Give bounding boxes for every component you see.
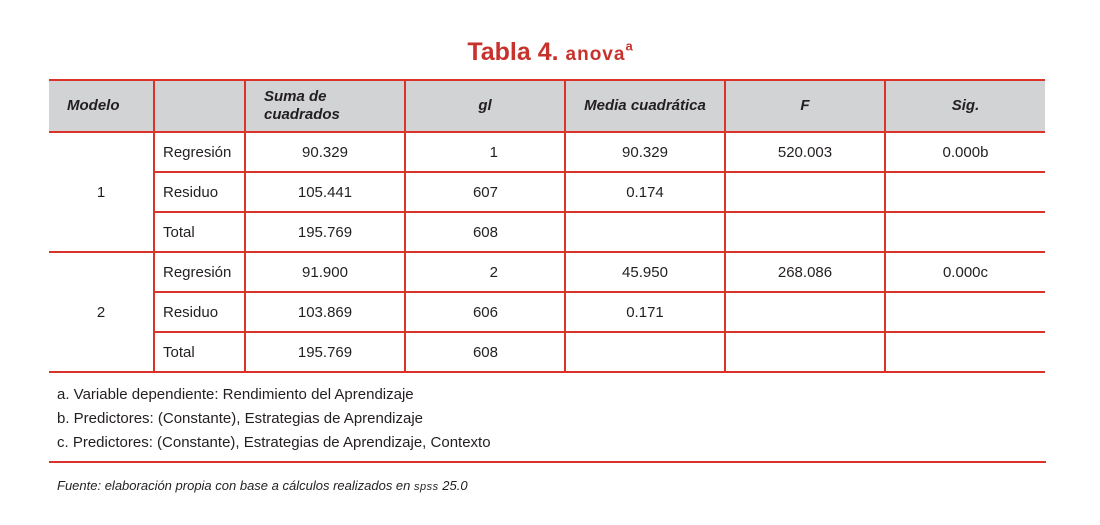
cell-ss: 105.441 [245, 172, 405, 212]
title-acronym: anova [565, 44, 626, 65]
cell-ms: 90.329 [565, 132, 725, 172]
table-row [49, 212, 1045, 252]
cell-f [725, 292, 885, 332]
cell-f [725, 332, 885, 372]
table-row [49, 172, 1045, 212]
cell-sig [885, 172, 1045, 212]
table-notes [57, 383, 491, 455]
cell-sig: 0.000c [885, 252, 1045, 292]
cell-ms [565, 212, 725, 252]
header-modelo: Modelo [49, 80, 154, 132]
cell-ss: 91.900 [245, 252, 405, 292]
cell-ss: 195.769 [245, 212, 405, 252]
cell-gl: 1 [405, 132, 565, 172]
row-label: Regresión [154, 252, 245, 292]
table-row [49, 132, 1045, 172]
source-acronym: spss [414, 481, 439, 493]
header-media-cuadratica: Media cuadrática [565, 80, 725, 132]
cell-ss: 90.329 [245, 132, 405, 172]
cell-f [725, 212, 885, 252]
table-row [49, 292, 1045, 332]
row-label: Total [154, 212, 245, 252]
cell-ms: 0.174 [565, 172, 725, 212]
cell-gl: 608 [405, 212, 565, 252]
cell-f: 520.003 [725, 132, 885, 172]
cell-ms: 0.171 [565, 292, 725, 332]
cell-ms [565, 332, 725, 372]
note-c: c. Predictores: (Constante), Estrategias de Aprendizaje, Contexto [57, 434, 491, 451]
source-version: 25.0 [438, 478, 468, 493]
source-note: Fuente: elaboración propia con base a cálculos realizados en spss 25.0 [57, 478, 468, 493]
table-row [49, 252, 1045, 292]
anova-table [49, 79, 1045, 373]
table-row [49, 332, 1045, 372]
cell-ss: 103.869 [245, 292, 405, 332]
cell-gl: 607 [405, 172, 565, 212]
cell-ms: 45.950 [565, 252, 725, 292]
row-label: Residuo [154, 292, 245, 332]
cell-gl: 2 [405, 252, 565, 292]
cell-sig [885, 332, 1045, 372]
header-sig: Sig. [885, 80, 1045, 132]
note-b: b. Predictores: (Constante), Estrategias de Aprendizaje [57, 410, 424, 427]
row-label: Total [154, 332, 245, 372]
row-label: Residuo [154, 172, 245, 212]
table-title: Tabla 4. anova$^a$ [467, 38, 633, 66]
title-superscript: a [625, 38, 633, 54]
header-f: F [725, 80, 885, 132]
cell-f [725, 172, 885, 212]
note-a: a. Variable dependiente: Rendimiento del Aprendizaje [57, 386, 414, 403]
row-label: Regresión [154, 132, 245, 172]
cell-sig [885, 212, 1045, 252]
header-gl: gl [405, 80, 565, 132]
model-id: 2 [49, 252, 154, 372]
notes-divider [49, 461, 1046, 463]
cell-gl: 606 [405, 292, 565, 332]
cell-gl: 608 [405, 332, 565, 372]
cell-ss: 195.769 [245, 332, 405, 372]
header-row [49, 80, 1045, 132]
cell-sig: 0.000b [885, 132, 1045, 172]
header-suma-cuadrados: Suma de cuadrados [245, 80, 405, 132]
header-blank [154, 80, 245, 132]
cell-f: 268.086 [725, 252, 885, 292]
cell-sig [885, 292, 1045, 332]
model-id: 1 [49, 132, 154, 252]
